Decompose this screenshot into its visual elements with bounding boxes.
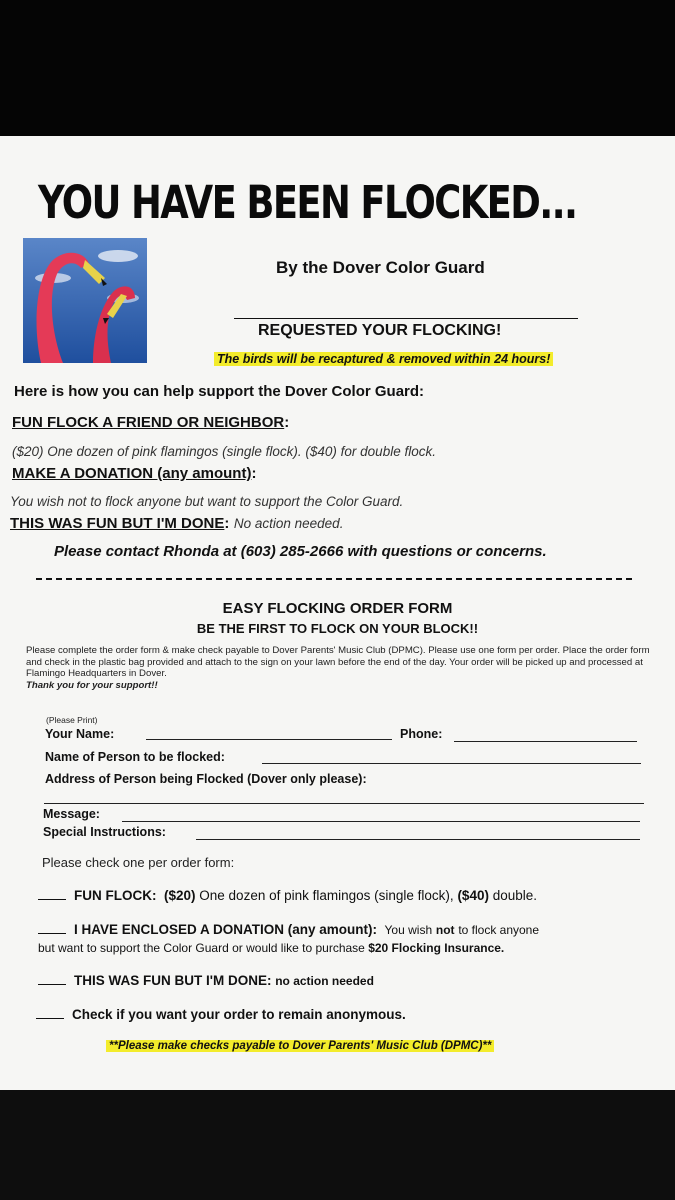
person-flocked-label: Name of Person to be flocked: xyxy=(45,750,225,764)
checks-payable-note: **Please make checks payable to Dover Parents' Music Club (DPMC)** xyxy=(106,1040,494,1052)
choice-anonymous-checkbox[interactable] xyxy=(36,1017,64,1019)
special-instructions-label: Special Instructions: xyxy=(43,825,166,839)
support-heading: Here is how you can help support the Dover Color Guard: xyxy=(14,383,425,400)
address-field[interactable] xyxy=(44,803,644,804)
option-fun-flock: FUN FLOCK A FRIEND OR NEIGHBOR: xyxy=(12,414,290,431)
subtitle: By the Dover Color Guard xyxy=(276,258,485,277)
your-name-field[interactable] xyxy=(146,739,392,740)
check-one-text: Please check one per order form: xyxy=(42,855,235,870)
choice-fun-flock-checkbox[interactable] xyxy=(38,898,66,900)
your-name-label: Your Name: xyxy=(45,727,115,741)
option-fun-flock-desc: ($20) One dozen of pink flamingos (single flock). ($40) for double flock. xyxy=(12,444,436,459)
message-field[interactable] xyxy=(122,821,640,822)
choice-anonymous: Check if you want your order to remain anonymous. xyxy=(36,1007,406,1022)
requested-text: REQUESTED YOUR FLOCKING! xyxy=(258,322,502,339)
choice-donation-checkbox[interactable] xyxy=(38,932,66,934)
sponsor-blank-line xyxy=(234,318,578,319)
form-subtitle: BE THE FIRST TO FLOCK ON YOUR BLOCK!! xyxy=(196,621,479,636)
print-note: (Please Print) xyxy=(46,715,98,725)
flamingo-image xyxy=(23,238,147,363)
recaptured-notice: The birds will be recaptured & removed within 24 hours! xyxy=(214,352,553,366)
flyer-headline: YOU HAVE BEEN FLOCKED... xyxy=(38,176,577,229)
choice-done-checkbox[interactable] xyxy=(38,983,66,985)
thanks-text: Thank you for your support!! xyxy=(26,679,158,691)
cut-line xyxy=(36,578,632,580)
special-instructions-field[interactable] xyxy=(196,839,640,840)
form-title: EASY FLOCKING ORDER FORM xyxy=(222,600,453,617)
choice-done: THIS WAS FUN BUT I'M DONE: no action needed xyxy=(38,973,374,988)
phone-label: Phone: xyxy=(400,727,443,741)
choice-fun-flock: FUN FLOCK: ($20) One dozen of pink flamingos (single flock), ($40) double. xyxy=(38,888,537,903)
person-flocked-field[interactable] xyxy=(262,763,641,764)
phone-field[interactable] xyxy=(454,741,637,742)
message-label: Message: xyxy=(43,807,100,821)
option-done: THIS WAS FUN BUT I'M DONE: No action needed. xyxy=(10,515,344,532)
address-label: Address of Person being Flocked (Dover only please): xyxy=(45,772,367,786)
choice-donation: I HAVE ENCLOSED A DONATION (any amount): You wish not to flock anyone xyxy=(38,922,539,937)
option-donation: MAKE A DONATION (any amount): xyxy=(12,465,257,482)
option-donation-desc: You wish not to flock anyone but want to support the Color Guard. xyxy=(10,494,404,509)
background-surface xyxy=(0,1090,675,1200)
choice-donation-line2: but want to support the Color Guard or would like to purchase $20 Flocking Insurance. xyxy=(38,941,505,955)
contact-line: Please contact Rhonda at (603) 285-2666 with questions or concerns. xyxy=(54,543,547,560)
form-instructions: Please complete the order form & make check payable to Dover Parents' Music Club (DPMC). Please use one form per order. Place the order form and check in the plastic bag provided and attach to the sign on your lawn before the end of the day. Your order will be picked up and processed at Flamingo Headquarters in Dover. Thank you for your support!! xyxy=(26,645,650,691)
